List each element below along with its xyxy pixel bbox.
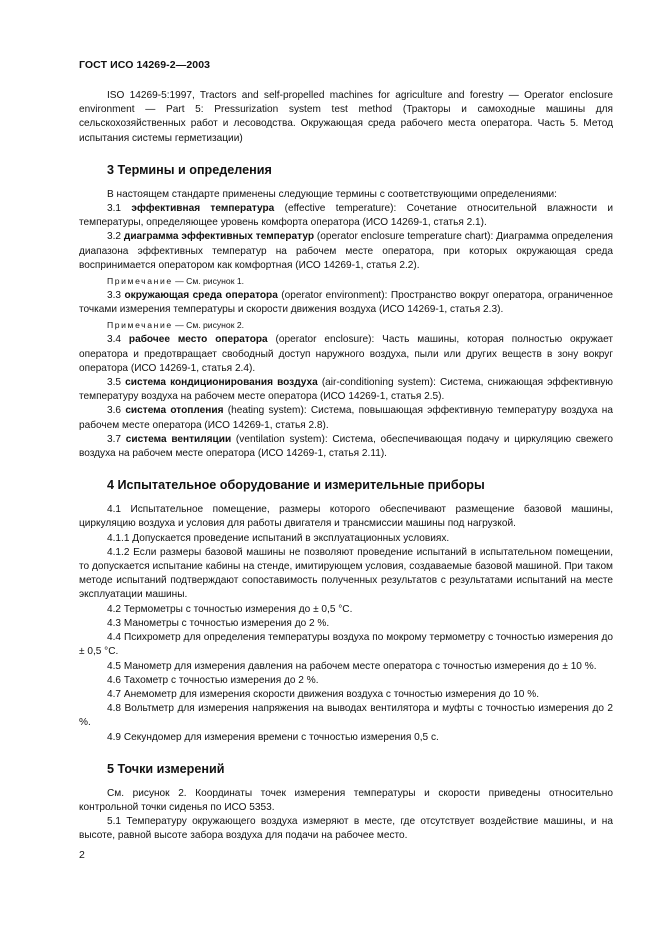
- note-1: Примечание — См. рисунок 1.: [107, 276, 245, 287]
- term-3-4-name: рабочее место оператора: [128, 334, 268, 346]
- clause-4-9: 4.9 Секундомер для измерения времени с точностью измерения 0,5 с.: [107, 731, 439, 743]
- clause-4-5: 4.5 Манометр для измерения давления на рабочем месте оператора с точностью измерения до ± 10 %.: [107, 660, 597, 672]
- note-2: Примечание — См. рисунок 2.: [107, 320, 245, 331]
- clause-4-8: 4.8 Вольтметр для измерения напряжения на выводах вентилятора и муфты с точностью измерения до 2 %.: [79, 703, 613, 729]
- page-number: 2: [79, 849, 85, 861]
- clause-4-1: 4.1 Испытательное помещение, размеры которого обеспечивают размещение базовой машины, циркуляцию воздуха и условия для работы двигателя и трансмиссии машины под нагрузкой.: [79, 504, 613, 530]
- clause-4-6: 4.6 Тахометр с точностью измерения до 2 %.: [107, 674, 319, 686]
- term-3-7-name: система вентиляции: [125, 433, 232, 445]
- section-3-title: 3 Термины и определения: [107, 162, 272, 177]
- clause-4-1-1: 4.1.1 Допускается проведение испытаний в эксплуатационных условиях.: [107, 532, 450, 544]
- term-3-2: 3.2 диаграмма эффективных температур (operator enclosure temperature chart): Диаграмма определения диапазона эффективных температур на рабочем месте оператора, при которых окружающая среда воспринимается оператором как комфортная (ИСО 14269-1, статья 2.2).: [79, 231, 613, 271]
- clause-5-1: 5.1 Температуру окружающего воздуха измеряют в месте, где отсутствует воздействие машины, и на высоте, равной высоте забора воздуха для подачи на рабочее место.: [79, 816, 613, 842]
- clause-4-3: 4.3 Манометры с точностью измерения до 2 %.: [107, 617, 330, 629]
- document-body: [79, 89, 613, 844]
- term-3-6: 3.6 система отопления (heating system): Система, повышающая эффективную температуру воздуха на рабочем месте оператора (ИСО 14269-1, статья 2.8).: [79, 405, 613, 431]
- clause-4-7: 4.7 Анемометр для измерения скорости движения воздуха с точностью измерения до 10 %.: [107, 688, 540, 700]
- term-3-4: 3.4 рабочее место оператора (operator enclosure): Часть машины, которая полностью окружает оператора и предотвращает свободный доступ наружного воздуха, пыли или других веществ в зону вокруг оператора (ИСО 14269-1, статья 2.4).: [79, 334, 613, 374]
- section-5-title: 5 Точки измерений: [107, 761, 225, 776]
- document-header: ГОСТ ИСО 14269-2—2003: [79, 59, 211, 71]
- reference-paragraph: ISO 14269-5:1997, Tractors and self-propelled machines for agriculture and forestry — Operator enclosure environment — Part 5: Pressurization system test method (Тракторы и самоходные машины для сельскохозяйственных работ и лесоводства. Окружающая среда рабочего места оператора. Часть 5. Метод испытания системы герметизации): [79, 90, 613, 144]
- term-3-3: 3.3 окружающая среда оператора (operator environment): Пространство вокруг оператора, ограниченное точками измерения температуры и скорости движения воздуха (ИСО 14269-1, статья 2.3).: [79, 290, 614, 316]
- term-3-5-name: система кондиционирования воздуха: [125, 377, 318, 389]
- term-3-2-name: диаграмма эффективных температур: [123, 231, 314, 243]
- term-3-1: 3.1 эффективная температура (effective temperature): Сочетание относительной влажности и температуры, определяющее уровень комфорта оператора (ИСО 14269-1, статья 2.1).: [79, 203, 613, 229]
- clause-4-1-2: 4.1.2 Если размеры базовой машины не позволяют проведение испытаний в испытательном помещении, то допускается испытание кабины на стенде, имитирующем условия, создаваемые базовой машиной. При таком методе испытаний подтверждают сопоставимость полученных результатов с результатами испытаний на месте эксплуатации машины.: [79, 546, 613, 601]
- section-4-title: 4 Испытательное оборудование и измерительные приборы: [107, 478, 485, 493]
- clause-4-4: 4.4 Психрометр для определения температуры воздуха по мокрому термометру с точностью измерения до ± 0,5 °С.: [79, 632, 613, 658]
- term-3-7: 3.7 система вентиляции (ventilation system): Система, обеспечивающая подачу и циркуляцию свежего воздуха на рабочем месте оператора (ИСО 14269-1, статья 2.11).: [79, 433, 613, 460]
- term-3-1-name: эффективная температура: [131, 203, 275, 215]
- term-3-6-name: система отопления: [125, 405, 224, 417]
- section-5-intro: См. рисунок 2. Координаты точек измерения температуры и скорости приведены относительно контрольной точки сиденья по ИСО 5353.: [79, 787, 613, 813]
- term-3-5: 3.5 система кондиционирования воздуха (air-conditioning system): Система, снижающая эффективную температуру воздуха на рабочем месте оператора (ИСО 14269-1, статья 2.5).: [79, 377, 613, 403]
- term-3-3-name: окружающая среда оператора: [124, 290, 278, 302]
- clause-4-2: 4.2 Термометры с точностью измерения до ± 0,5 °С.: [107, 603, 353, 615]
- section-3-intro: В настоящем стандарте применены следующие термины с соответствующими определениями:: [107, 188, 557, 200]
